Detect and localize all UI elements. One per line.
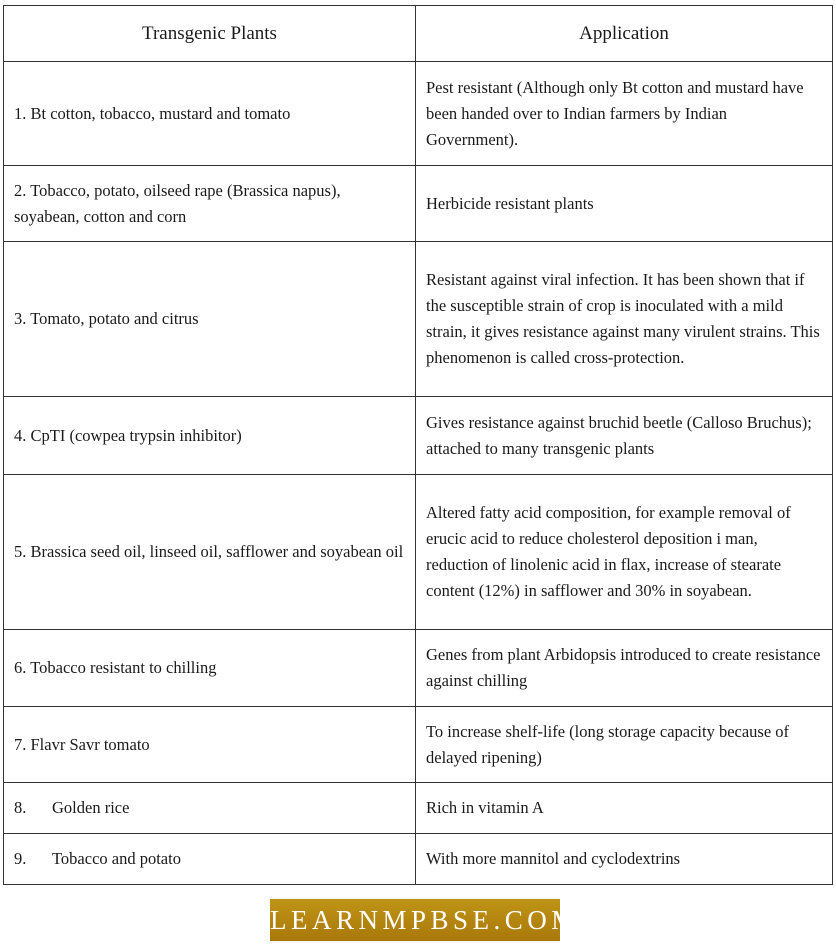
transgenic-plants-table [3, 5, 833, 885]
plant-cell: 1. Bt cotton, tobacco, mustard and tomato [4, 62, 416, 166]
header-plants: Transgenic Plants [4, 6, 416, 62]
application-cell: Genes from plant Arbidopsis introduced to create resistance against chilling [416, 630, 833, 707]
application-cell: Rich in vitamin A [416, 783, 833, 834]
plant-name: Golden rice [52, 798, 130, 817]
application-cell: Pest resistant (Although only Bt cotton and mustard have been handed over to Indian farmers by Indian Government). [416, 62, 833, 166]
plant-cell [4, 783, 416, 834]
table-row [4, 397, 833, 475]
table-row [4, 166, 833, 242]
plant-cell: 4. CpTI (cowpea trypsin inhibitor) [4, 397, 416, 475]
table-row [4, 707, 833, 783]
plant-cell: 2. Tobacco, potato, oilseed rape (Brassica napus), soyabean, cotton and corn [4, 166, 416, 242]
plant-cell: 6. Tobacco resistant to chilling [4, 630, 416, 707]
table-row [4, 242, 833, 397]
table-header-row [4, 6, 833, 62]
row-number: 9. [14, 849, 27, 868]
table-row [4, 834, 833, 885]
plant-name: Tobacco and potato [52, 849, 181, 868]
application-cell: Altered fatty acid composition, for example removal of erucic acid to reduce cholesterol deposition i man, reduction of linolenic acid in flax, increase of stearate content (12%) in safflower and 30% in soyabean. [416, 475, 833, 630]
row-number: 8. [14, 798, 27, 817]
table-row [4, 475, 833, 630]
table-row [4, 783, 833, 834]
plant-cell: 7. Flavr Savr tomato [4, 707, 416, 783]
application-cell: Resistant against viral infection. It has been shown that if the susceptible strain of crop is inoculated with a mild strain, it gives resistance against many virulent strains. This phenomenon is called cross-protection. [416, 242, 833, 397]
plant-cell [4, 834, 416, 885]
application-cell: Herbicide resistant plants [416, 166, 833, 242]
plant-cell: 5. Brassica seed oil, linseed oil, safflower and soyabean oil [4, 475, 416, 630]
header-application: Application [416, 6, 833, 62]
application-cell: Gives resistance against bruchid beetle (Calloso Bruchus); attached to many transgenic plants [416, 397, 833, 475]
site-watermark-logo: LEARNMPBSE.COM [270, 899, 560, 941]
plant-cell: 3. Tomato, potato and citrus [4, 242, 416, 397]
table-row [4, 630, 833, 707]
application-cell: With more mannitol and cyclodextrins [416, 834, 833, 885]
application-cell: To increase shelf-life (long storage capacity because of delayed ripening) [416, 707, 833, 783]
table-row [4, 62, 833, 166]
